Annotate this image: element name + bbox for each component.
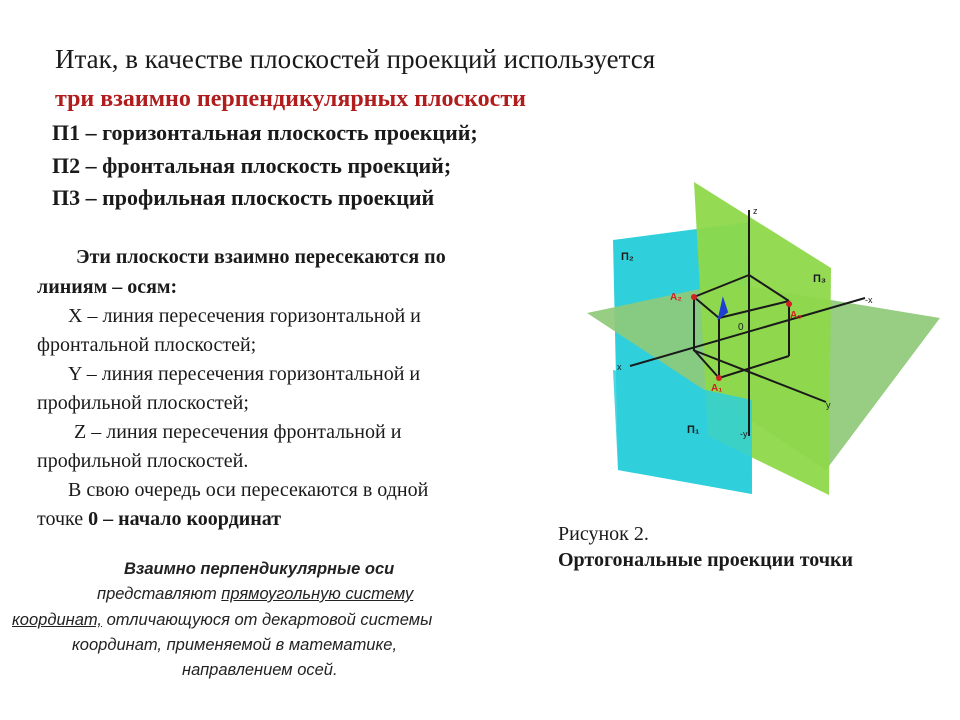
figure-caption-number: Рисунок 2. — [558, 523, 649, 545]
body-intro-line-2: линиям – осям: — [37, 276, 178, 298]
note-line-5: направлением осей. — [182, 661, 338, 679]
label-origin: 0 — [738, 322, 744, 333]
heading-line-1: Итак, в качестве плоскостей проекций используется — [55, 44, 656, 74]
label-p3: П₃ — [813, 273, 826, 285]
point-a2-marker — [691, 294, 697, 300]
label-p2: П₂ — [621, 251, 634, 263]
axis-y-line-2: профильной плоскостей; — [37, 392, 249, 414]
label-a3: A₃ — [790, 310, 802, 321]
label-y-bottom: y — [826, 400, 831, 410]
label-p1: П₁ — [687, 424, 700, 436]
point-a3-marker — [786, 301, 792, 307]
figure-caption-title: Ортогональные проекции точки — [558, 549, 854, 571]
axis-x-line-1: X – линия пересечения горизонтальной и — [68, 305, 421, 327]
axis-z-line-2: профильной плоскостей. — [37, 450, 249, 472]
label-z: z — [753, 206, 758, 216]
note-line-3-b: отличающуюся от декартовой системы — [102, 611, 433, 629]
label-a1: A₁ — [711, 383, 723, 394]
plane-p1-definition: П1 – горизонтальная плоскость проекций; — [52, 120, 478, 145]
label-a2: A₂ — [670, 292, 682, 303]
axis-y-line-1: Y – линия пересечения горизонтальной и — [68, 363, 421, 385]
origin-line-1: В свою очередь оси пересекаются в одной — [68, 479, 429, 501]
origin-line-2-prefix: точке — [37, 508, 89, 530]
note-line-4: координат, применяемой в математике, — [72, 636, 398, 654]
label-x-left: x — [617, 362, 622, 372]
axis-x-line-2: фронтальной плоскостей; — [37, 334, 257, 356]
label-y-top: -y — [740, 429, 748, 439]
plane-p2-definition: П2 – фронтальная плоскость проекций; — [52, 153, 452, 178]
origin-line-2-bold: 0 – начало координат — [88, 508, 282, 530]
note-line-1: Взаимно перпендикулярные оси — [124, 560, 395, 578]
body-intro-line-1: Эти плоскости взаимно пересекаются по — [76, 246, 446, 268]
axis-z-line-1: Z – линия пересечения фронтальной и — [74, 421, 402, 443]
note-line-3-underlined: координат, — [12, 611, 103, 629]
note-line-2-a: представляют — [97, 585, 222, 603]
heading-line-2: три взаимно перпендикулярных плоскости — [55, 86, 526, 112]
label-x-right: -x — [865, 295, 873, 305]
note-line-2-underlined: прямоугольную систему — [221, 585, 414, 603]
plane-p3-definition: П3 – профильная плоскость проекций — [52, 185, 435, 210]
point-a1-marker — [716, 375, 722, 381]
